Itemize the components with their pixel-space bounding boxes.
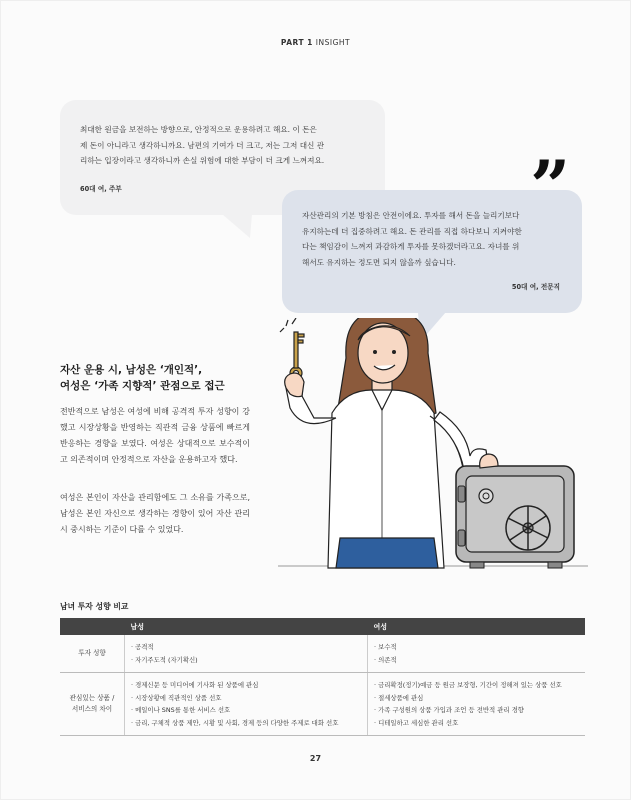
list-item: · 디테일하고 세심한 관리 선호: [374, 717, 579, 730]
section-headline: [60, 362, 275, 394]
quote-1-text: [80, 122, 370, 169]
headline-line-2: 여성은 ‘가족 지향적’ 관점으로 접근: [60, 380, 225, 392]
quote-bubble-1-tail: [222, 214, 252, 238]
list-item: · 공격적: [131, 641, 361, 654]
male-cell: [125, 635, 368, 673]
table-header-blank: [60, 618, 125, 635]
skirt: [336, 538, 438, 568]
header-section: INSIGHT: [315, 38, 351, 47]
quote-2-line: 다는 책임감이 느껴져 과감하게 투자를 못하겠더라고요. 자녀를 위: [302, 242, 520, 251]
table-row: [60, 673, 585, 736]
running-header: [0, 38, 631, 47]
list-item: · 보수적: [374, 641, 579, 654]
quote-2-line: 자산관리의 기본 방침은 안전이에요. 투자를 해서 돈을 늘리기보다: [302, 211, 520, 220]
female-cell: [368, 635, 586, 673]
list-item: · 자기주도적 (자기확신): [131, 654, 361, 667]
table-header-male: 남성: [125, 618, 368, 635]
male-cell: [125, 673, 368, 736]
table-title: 남녀 투자 성향 비교: [60, 602, 129, 611]
quote-2-speaker: 50대 여, 전문직: [511, 283, 560, 291]
list-item: · 절세상품에 관심: [374, 692, 579, 705]
list-item: · 의존적: [374, 654, 579, 667]
quote-1-line: 최대한 원금을 보전하는 방향으로, 안정적으로 운용하려고 해요. 이 돈은: [80, 125, 317, 134]
quote-1-line: 제 돈이 아니라고 생각하니까요. 남편의 기여가 더 크고, 저는 그저 대신 관: [80, 140, 325, 150]
quote-1-speaker: 60대 여, 주부: [80, 185, 122, 193]
page-number: 27: [309, 754, 322, 763]
body-paragraph-2: 여성은 본인이 자산을 관리함에도 그 소유를 가족으로, 남성은 본인 자신으로 생각하는 경향이 있어 자산 관리 시 중시하는 기준이 다를 수 있었다.: [60, 493, 250, 534]
list-item: · 가족 구성원의 상품 가입과 조언 등 전반적 관리 경향: [374, 704, 579, 717]
list-item: · 금리확정(정기)예금 등 원금 보장형, 기간이 정해져 있는 상품 선호: [374, 679, 579, 692]
quote-2-text: [302, 208, 566, 270]
body-paragraph-1: 전반적으로 남성은 여성에 비해 공격적 투자 성향이 강했고 시장상황을 반영하는 직관적 금융 상품에 빠르게 반응하는 경향을 보였다. 여성은 상대적으로 보수적이고 의존적이며 안정적으로 자산을 운용하고자 했다.: [60, 407, 250, 464]
hand-on-safe: [480, 454, 498, 468]
key-icon: [290, 332, 304, 379]
quote-1-line: 리하는 입장이라고 생각하니까 손실 위험에 대한 부담이 더 크게 느껴져요.: [80, 156, 325, 165]
comparison-table: [60, 618, 585, 736]
row-category: 투자 성향: [60, 635, 125, 673]
woman-with-key-and-safe-illustration: [258, 318, 588, 583]
quote-2-line: 유지하는데 더 집중하려고 해요. 돈 관리를 직접 하다보니 지켜야한: [302, 226, 522, 236]
list-item: · 메일이나 SNS를 통한 서비스 선호: [131, 704, 361, 717]
table-row: [60, 635, 585, 673]
row-category: 관심있는 상품 / 서비스의 차이: [60, 673, 125, 736]
safe-icon: [456, 466, 574, 568]
list-item: · 경제신문 등 미디어에 기사화 된 상품에 관심: [131, 679, 361, 692]
quote-2-line: 해서도 유지하는 정도면 되지 않을까 싶습니다.: [302, 257, 456, 267]
header-part: PART 1: [280, 38, 313, 47]
quotation-mark-icon: ”: [530, 145, 571, 228]
list-item: · 금리, 구체적 상품 제안, 시황 및 사회, 경제 등의 다양한 주제로 대화 선호: [131, 717, 361, 730]
table-header-female: 여성: [368, 618, 586, 635]
sparkle-icon: [280, 318, 296, 332]
headline-line-1: 자산 운용 시, 남성은 ‘개인적’,: [60, 364, 203, 376]
list-item: · 시장상황에 직관적인 상품 선호: [131, 692, 361, 705]
female-cell: [368, 673, 586, 736]
table-header-row: [60, 618, 585, 635]
